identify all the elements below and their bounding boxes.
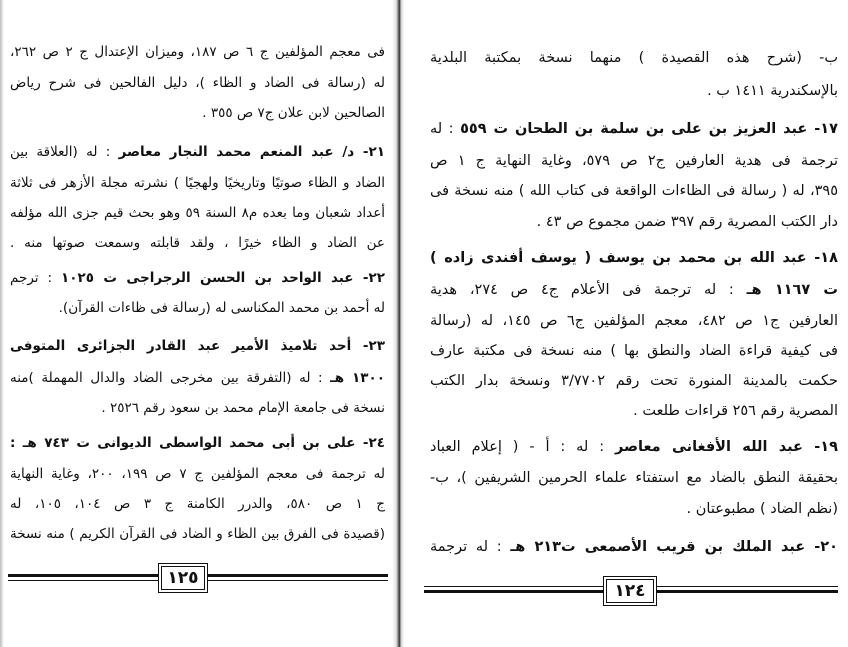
entry-heading: ٢٣- أحد تلاميذ الأمير عبد القادر الجزائرى المتوفى <box>10 338 385 354</box>
page-number: ١٢٤ <box>614 581 646 601</box>
body-text: : له (التفرقة بين مخرجى الضاد والدال المهملة )منه <box>10 370 331 386</box>
entry-heading: ٢١- د/ عبد المنعم محمد النجار معاصر <box>118 144 385 160</box>
body-text: : له ترجمة فى الأعلام ج٤ ص ٢٧٤، هدية <box>430 282 747 298</box>
text-line <box>10 229 385 257</box>
text-line <box>430 147 838 175</box>
body-text: الضاد و الظاء صوتيًا وتاريخيًا ولهجيًا ) نشرته مجلة الأزهر فى ثلاثة <box>10 175 385 191</box>
body-text: عن الضاد و الظاء خيرًا ، ولقد قابلته وسمعت صوتها منه . <box>10 235 385 251</box>
text-line <box>10 199 385 227</box>
body-text: نسخة فى جامعة الإمام محمد بن سعود رقم ٢٥٢٦ . <box>101 400 385 416</box>
left-page <box>0 0 395 647</box>
entry-heading: ١٧- عبد العزيز بن على بن سلمة بن الطحان ت ٥٥٩ <box>460 121 838 137</box>
text-line <box>430 397 838 425</box>
text-line <box>10 38 385 66</box>
page-number: ١٢٥ <box>167 568 199 588</box>
entry-heading: ١٩- عبد الله الأفغانى معاصر <box>614 439 838 455</box>
body-text: بالإسكندرية ١٤١١ ب . <box>707 83 838 99</box>
body-text: ج ١ ص ٥٨٠، والدرر الكامنة ج ٣ ص ١٠٤، ١٠٥، له <box>10 496 385 512</box>
text-line <box>10 294 385 322</box>
text-line <box>430 433 838 461</box>
text-line <box>430 276 838 304</box>
body-text: ٣٩٥، له ( رسالة فى الظاءات الواقعة فى كتاب الله ) منه نسخة فى <box>430 183 838 199</box>
body-text: له أحمد بن محمد المكناسى له (رسالة فى ظاءات القرآن). <box>58 300 385 316</box>
body-text: حكمت بالمدينة المنورة تحت رقم ٣/٧٧٠٢ ونسخة بدار الكتب <box>430 373 838 389</box>
body-text: له (رسالة فى الضاد و الظاء )، دليل الفالحين فى شرح رياض <box>10 75 385 91</box>
text-line <box>430 44 838 72</box>
text-line <box>430 464 838 492</box>
text-line <box>10 394 385 422</box>
body-text: (قصيدة فى الفرق بين الظاء و الضاد فى القرآن الكريم ) منه نسخة <box>10 526 385 542</box>
page-number-box <box>603 576 657 606</box>
text-line <box>430 367 838 395</box>
text-line <box>430 337 838 365</box>
text-line <box>430 177 838 205</box>
entry-heading: ٢٤- على بن أبى محمد الواسطى الديوانى ت ٧٤٣ هـ : <box>10 435 385 451</box>
text-line <box>10 99 385 127</box>
body-text: : له (العلاقة بين <box>10 144 119 160</box>
body-text: فى كيفية قراءة الضاد والنطق بها ) منه نسخة فى مكتبة عارف <box>430 343 838 359</box>
text-line <box>10 429 385 457</box>
page-number-box <box>158 563 208 593</box>
body-text: دار الكتب المصرية رقم ٣٩٧ ضمن مجموع ص ٤٣ . <box>536 214 838 230</box>
entry-heading: ٢٠- عبد الملك بن قريب الأصمعى ت٢١٣ هـ <box>510 539 838 555</box>
text-line <box>10 490 385 518</box>
body-text: العارفين ج١ ص ٤٨٢، معجم المؤلفين ج٦ ص ١٤٥، له (رسالة <box>430 313 838 329</box>
entry-heading: ١٣٠٠ هـ <box>330 370 385 386</box>
body-text: الصالحين لابن علان ج٧ ص ٣٥٥ . <box>202 105 385 121</box>
body-text: (نظم الضاد ) مطبوعتان . <box>686 501 838 517</box>
body-text: المصرية رقم ٢٥٦ قراءات طلعت . <box>633 403 838 419</box>
right-page <box>402 0 848 647</box>
body-text: بحقيقة النطق بالضاد مع استفتاء علماء الحرمين الشريفين )، ب- <box>430 470 838 486</box>
text-line <box>10 520 385 548</box>
text-line <box>430 208 838 236</box>
entry-heading: ١٨- عبد الله بن محمد بن يوسف ( يوسف أفندى زاده ) <box>430 250 838 266</box>
body-text: له ترجمة فى معجم المؤلفين ج ٧ ص ١٩٩، ٢٠٠، وغاية النهاية <box>10 466 385 482</box>
text-line <box>10 69 385 97</box>
text-line <box>10 264 385 292</box>
text-line <box>10 332 385 360</box>
entry-heading: ت ١١٦٧ هـ <box>746 282 838 298</box>
text-line <box>10 169 385 197</box>
text-line <box>430 244 838 272</box>
text-line <box>10 138 385 166</box>
text-line <box>430 533 838 561</box>
text-line <box>430 495 838 523</box>
text-line <box>430 115 838 143</box>
body-text: : له : أ - ( إعلام العباد <box>430 439 615 455</box>
body-text: ترجمة فى هدية العارفين ج٢ ص ٥٧٩، وغاية النهاية ج ١ ص <box>430 153 838 169</box>
body-text: أعداد شعبان وما بعده م٨ السنة ٥٩ وهو بحث قيم جزى الله مؤلفه <box>10 205 385 221</box>
text-line <box>430 307 838 335</box>
body-text: : له <box>430 121 461 137</box>
entry-heading: ٢٢- عبد الواحد بن الحسن الرجراجى ت ١٠٢٥ <box>61 270 385 286</box>
text-line <box>430 77 838 105</box>
text-line <box>10 460 385 488</box>
body-text: : له ترجمة <box>430 539 511 555</box>
body-text: : ترجم <box>10 270 62 286</box>
body-text: ب- (شرح هذه القصيدة ) منهما نسخة بمكتبة البلدية <box>430 50 838 66</box>
body-text: فى معجم المؤلفين ج ٦ ص ١٨٧، وميزان الإعتدال ج ٢ ص ٢٦٢، <box>10 44 385 60</box>
text-line <box>10 364 385 392</box>
